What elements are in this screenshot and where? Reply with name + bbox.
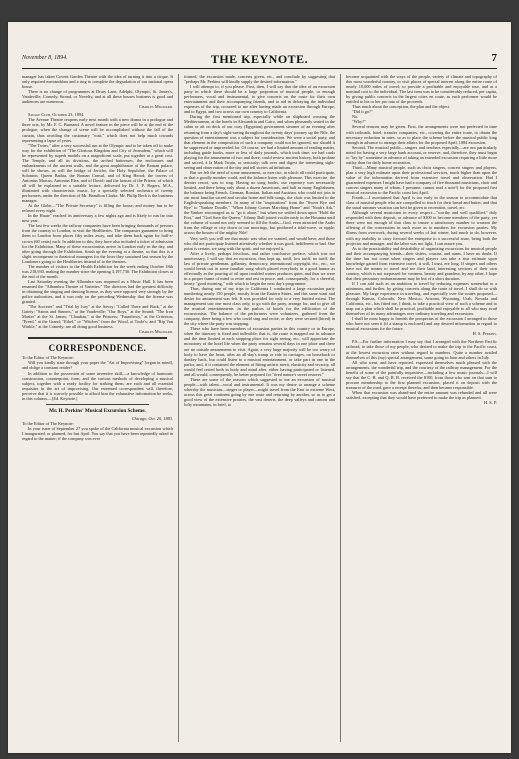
paragraph: formed, the excursion made, concerts given, etc., and conclude by suggesting that "perhaps Mr. Perkins will kindly supply the desired information." bbox=[184, 74, 335, 85]
column-rule bbox=[178, 74, 179, 742]
paragraph: "Why?" bbox=[352, 119, 366, 125]
paragraph: These are some of the reasons which suggested to me an excursion of musical people—with talent—vocal and instrumental. It was my desire to arrange a scheme whereby the musician—singer or player—might travel from the East to extreme West, across this great continent going by one route and returning by another, so as to get a good view of the extensive prairies, the vast deserts, the deep valleys and canons and lofty mountains, in brief, to bbox=[184, 376, 335, 408]
signature: H. S. P. bbox=[483, 400, 497, 405]
issue-date: November 8, 1894. bbox=[22, 55, 68, 61]
paragraph: "Did it go?" bbox=[352, 109, 373, 115]
paragraph: There is no change of programmes at Drury Lane, Adelphi, Olympic, St. James's, Vaudeville, Comedy, Strand, or Novelty, and at all these houses business is good and audiences are numerous. bbox=[22, 89, 173, 105]
paragraph: P.S.—For further information I may say that I arranged with the Northern Pacific railroad, to take those of my people, who desired to make the trip to the Pacific coast, at the lowest excursion rates without regard to numbers. Quite a number availed themselves of this (my) special arrangement, some going in June and others in July. bbox=[346, 339, 497, 360]
section-divider bbox=[28, 337, 167, 339]
letter-title: Mr. H. Perkins' Musical Excursion Scheme. bbox=[49, 407, 146, 414]
paragraph: In your issue of September 27 you spoke of the California musical excursion which I inaugurated, or planned, for last April. You say that you have been repeatedly asked in regard to the matter; if the company was ever bbox=[22, 425, 173, 441]
signature: H. S. Perkins. bbox=[472, 331, 497, 337]
paragraph: As to the practicability and desirability of organizing excursions for musical people and their accompanying friends—their sisters, cousins, and aunts, I have no doubt. If the time has not come when singers and players can take a true estimate upon knowledge gained from extensive travel, it will, I trust, ere long. If singers and others have not the means to travel and see their land, interesting sections of their own country, which is not surpassed for vastness, beauty and grandeur, by any other, I hope that their pecuniary embarrassment may be but of a short duration. bbox=[346, 245, 497, 281]
paragraph: Thus, during one of my trips to California I conducted a large excursion party numbering nearly 150 people, mostly from the Eastern States, and this same want and desire for amusement was felt. It was provided for only to a very limited extent. The management saw one most class only, to go with the party, arrange for, and to give all the musical entertainments ,in the parlors of hotels for the edification of the excursionists. The balance of the performers were volunteers, gathered from the company, there being a few who could sing and recite, or they were secured (hired) in the city where the party was stopping. bbox=[184, 285, 335, 327]
dateline: Savage Club, October 23, 1894. bbox=[28, 112, 85, 118]
paragraph: Although several musicians in every respect—"worthy and well qualified," duly responded with their deposit, or advance of $100 to become members of the party, yet there were not enough of that class to insure a satisfactory number to warrant the offering of the concessions in such more as to numbers for excursion parties. My illness from overwork, during several weeks of last winter, had much to do, however, with my inability to carry forward the enterprise to a successful issue, being both the projector and manager, and the labor was not light, I can assure you. bbox=[346, 210, 497, 246]
newspaper-page bbox=[8, 22, 511, 753]
paragraph: But we felt the need of some amusement, or exercise, in which all could participate, or that a goodly number could, and the balance listen with pleasure. This exercise, the dernier resort, was to sing. Having no song books, our repertory was necessarily limited, and there being only about a dozen Americans, and half as many Englishmen, the balance being French, German, Russian, Italian and Austrian, who could not join in our most familiar sacred and secular home and folk-songs, the choir was limited to the English-speaking members. In many of the "inspirations" from the "Sweet Bye and Bye" to "Yankee Doodle," "When Johnny Comes Marching Home" and "Noah's Ark," the Yankee encouraged us to "go it alone," but when we settled down upon "Hold the Fort," and "God Save the Queen," Johnny Bull joined vociferously in the Hosanna until the volume of sound not only seemed to fill the Arabs—God, even attracted the Arabs from the village or city down to our moorings, but produced a tidal-wave, or ripple, across the bosom of the mighty Nile! bbox=[184, 169, 335, 236]
letter-salutation: To the Editor of The Keynote: bbox=[22, 355, 74, 361]
paragraph: Thus much about the conception, the plan and the object. bbox=[352, 104, 451, 110]
paragraph: Third.—Many musical people, such as choir singers, concert singers and players, plan a very high estimate upon their professional services, much higher than upon the value of the information derived from extensive travel and observation. Had I guaranteed expenses I might have had a company of five thousand musicians, choir and concert singers many of whom, I presume, cannot read a note!) for the proposed first musical excursion to the Pacific coast last April. bbox=[346, 164, 497, 196]
paragraph: After a lively, perhaps frivolous, and rather conclusive preface, which was not unnecessary, I will say that an excursion, thus kept up, tariff, low tariff, no tariff, the law of private gentleman, gallantry, democracy, international copyright, etc., etc., we would break out in some familiar song which placed everybody in a good humor as effectually as the pouring of oil upon troubled waters produces quiet, and thus we were in a proper frame of mind to retire and rest in peace, and, consequently, for a cheerful, hearty "good morning," with which to begin the next day's programme. bbox=[184, 250, 335, 286]
signature: Charles Millward. bbox=[139, 104, 173, 110]
letter-salutation: To the Editor of The Keynote: bbox=[22, 420, 74, 426]
masthead-title: THE KEYNOTE. bbox=[210, 52, 309, 66]
paragraph: "The Twins," after a very successful run at the Olympic and to be taken off to make way for the exhibition of "The Glorious Kingdom and City of Jerusalem," which will be represented by superb models on a magnificent scale, put together at a great cost. The Temple, and all its divisions, the arched buttresses, the enclosures and embankments of the ancient walls, and the great amphitheatre of the Roman palace, will be shown, as will the bridge of Jericho, the Holy Sepulchre, the Palace of Solomon, Queen Bathia, the Roman Consul, and of King Herod; the towers of Antonius Marcus, Antonius Elea, and of David; and the houses of the Priests; of which all will be explained in a suitable lecture, delivered by Dr. J. F. Rogers, M.A., illustrated with characteristic music, by a specially selected orchestra of twenty performers, under the direction of Mr. Hamilton Clarke. Mr. Philip Beck is the business manager. bbox=[22, 142, 173, 204]
paragraph: I shall be most happy to furnish the prospectus of the excursion I arranged to those who have not seen it (if a stamp is enclosed) and any desired information in regard to musical excursions for the future. bbox=[346, 316, 497, 332]
paragraph: All who went, and have reported, expressed themselves much pleased with the arrangements, the wonderful trip, and the courtesy of the railway management. For the benefit of some of the painfully inquisitive—including a few music journals—I will say that the C. B. and Q. R. R. received the $100, from those who sent on that sum to procure membership to the first planned excursion, placed it on deposit with the treasurer of the road, gave a receipt therefor, and then became responsible. bbox=[346, 359, 497, 390]
article-columns bbox=[22, 74, 497, 744]
column-2 bbox=[184, 74, 335, 744]
paragraph: During the first mentioned trip, especially while on shipboard crossing the Mediterranean, at the hotels in Alexandria and Cairo, and when pleasantly seated in the cabin or aft on deck of our cozy (Egyptian) government steamer of an evening after returning from a day's sight-seeing throughout the twenty days' journey up the Nile, the question of entertainment was a subject for consideration. We were a social party, and that element in the composition of such a company could not be ignored, nor should it be suppressed or unprovided for. Of course, we had a limited amount of reading matter, including guide books, more or less of daily journals, which took time; we had cards playing for the amusement of two and three; could review ancient history, both profane and sacred, à la Mark Twain, or seriously; talk over and digest the interesting sight-seeing and observation of the day and tell stories ad infinitum. bbox=[184, 114, 335, 170]
paragraph: These who have been members of excursion parties in this country or in Europe, when the itinerary is fixed and inflexible; that is, the route is mapped out in advance and the time limited at each stopping place for sight seeing, etc., will appreciate the monotony of the hotel life when the party remains several days in one place and there are no outside amusements to visit. Again, a very large majority will be too weary of body to have the heart, after an all-day's tramp or ride in carriages, on horseback or donkey back, but could listen to a musical entertainment, or take part in one in the parlor, and, if it contained the element of fitting artistic merit, elasticity and vivacity, all would feel rested both in body and mind after, either having participated or listened, and all would, consequently, be better prepared for "tired nature's sweet restorer." bbox=[184, 326, 335, 377]
column-3 bbox=[346, 74, 497, 744]
paragraph: Fourth.—I ascertained that April is too early in the season to accommodate that class of musical people who are compelled to teach for their bread and butter, and that the usual summer vacation can best be given to recreation, travel, etc. bbox=[346, 195, 497, 211]
paragraph: In the Haute" reached its anniversary a few nights ago and is likely to run far into next year. bbox=[22, 213, 173, 224]
paragraph: manager has taken Covent Garden Theatre with the idea of turning it into a cirque. It only required merrandshns and a ring to complete the degradation of our national opera house. bbox=[22, 74, 173, 90]
paragraph: Several reasons may be given. First, the arrangements were not perfected in time with railroads, hotel, transfer companies, etc., covering the entire route, to obtain the necessary reduction in rates, so as to place the scheme before the musical public long enough in advance to arrange their affairs for the proposed April, 1884 excursion. bbox=[346, 124, 497, 145]
page-number: 7 bbox=[491, 52, 497, 64]
paragraph: Will you kindly state through your paper the "Art of Improvising" [organ in mind], and oblige a constant reader? bbox=[22, 360, 173, 371]
paragraph: The Avenue Theatre reopens early next month with a new drama in a prologue and three acts, by Mr. F. C. Burnand. A novel feature in the piece will be at the end of the prologue, when the change of scene will be accomplished without the fall of the curtain, thus avoiding the customary "wait," which does not help much towards representing a lapse of years. bbox=[22, 117, 173, 143]
signature: Charles Millward. bbox=[139, 329, 173, 335]
column-1 bbox=[22, 74, 173, 744]
paragraph: Very well; you will see that music was what we wanted, and would have, and those who did not participate listened attentively whether it was good, indifferent or bad. One point is certain, we sang with the spirit, and we enjoyed it. bbox=[184, 235, 335, 251]
paragraph: If I can add such as an ambition to travel by reducing expenses somewhat to a minimum, and further, by giving concerts along the route of travel, I shall do so with pleasure. My large experience in traveling, and especially over the routes proposed—through Kansas, Colorado, New Mexico, Arizona, Wyoming, Utah, Nevada and California, etc., has fitted me, I think, to take a practical view of such a scheme and to map out a plan which shall be practical, profitable and enjoyable to all who may avail themselves of its many advantages over ordinary traveling and excursions. bbox=[346, 280, 497, 317]
divider bbox=[46, 404, 149, 405]
paragraph: At the Globe—"The Private Secretary" is filling the house, and money has to be refused every night. bbox=[22, 203, 173, 214]
paragraph: Last Saturday evening the Alhambra was reopened as a Music Hall. It has been renamed the "Alhambra Theatre of Varieties." The directors had the greatest difficulty in obtaining the singing and dancing license, as they were opposed very strongly by the police authorities, and it was only on the preceding Wednesday that the license was granted. bbox=[22, 278, 173, 305]
paragraph: The number of visitors to the Health Exhibition for the week ending October 18th was 218,930, making the number since the opening 3,197,730. The Exhibition closes at the end of the month. bbox=[22, 263, 173, 279]
paragraph: The last few weeks the railway companies have been bringing thousands of persons from the country to London, to visit the Healtheries. The companies guarantee to bring them to London from places fifty miles away, and take them back again for half-a-crown (60 cents) each. In addition to this, they have also included a ticket of admission for the Exhibition. Many of these excursionists arrive in London early in the day, and after going through the Exhibition, finish up the evening at a theatre, so that this is a slight recompense to theatrical managers for the loser they sustained last season by the Londoners going to the Healtheries instead of to the theatres. bbox=[22, 223, 173, 264]
paragraph: When that excursion was aband-ned the entire amount was refunded and all were satisfied, excepting that they would have preferred to make the trip as planned. bbox=[346, 389, 497, 400]
dateline: Chicago, Oct. 20, 1883. bbox=[131, 415, 173, 421]
page-header bbox=[22, 52, 497, 69]
paragraph: No. bbox=[352, 114, 359, 120]
paragraph: Second, The musical public—singers and teachers especially—are not particularly noted for having a very large bank account, or reserve, and, therefore, they must begin to "lay by" sometime in advance of taking an extended excursion requiring a little more outlay than for daily home recreation. bbox=[346, 144, 497, 165]
paragraph: In addition to the possession of some inventive skill,—a knowledge of harmonic construction, counterpoint, form, and the various methods of developing a musical subject, together with a ready facility for striking them, are each and all essential requisites in the art of improvising. Our esteemed correspondent will, therefore, perceive that it is scarcely possible to afford him the exhaustive information he seeks, in this column.—[Ed. Keynote.] bbox=[22, 370, 173, 401]
paragraph: become acquainted with the ways of the people, variety of climate and topography of this most wonderful country, to visit places of special interest along the entire route of nearly 10,000 miles of travel; to provide a profitable and enjoyable tour, and at a nominal cost to the individual. The last item was to be considerably reduced, per capita, by giving public concerts in the largest cities en route, as each performer would be entitled to his or her pro rata of the proceeds. bbox=[346, 74, 497, 105]
column-rule bbox=[340, 74, 341, 742]
section-heading-correspondence: CORRESPONDENCE. bbox=[48, 343, 147, 354]
paragraph: I will attempt to, if you please. First, then, I will say that the idea of an excursion party in which there should be a large proportion of musical people, or enough performers, vocal and instrumental, to give concerts on the route for their own entertainment and their accompanying friends, and to aid in defraying the individual expenses of the trip, occurred to me after having made an excursion through Europe, and to Egypt, and two across our own country to California. bbox=[184, 84, 335, 115]
paragraph: "The Sorcerer" and "Trial by Jury" at the Savoy; "Called There and Back," at the Gaiety; "Saints and Sinners," at the Vaudeville; "Our Boys," at the Strand; "The Iron Master" at the St. James; "Claudian," at the Princess; "Fauntleroy," at the Criterion; "Freed," at the Grand; "Ethel," or "Witches" from the Wood, at Toole's; and "Rip Van Winkle," at the Comedy; are all doing good business. bbox=[22, 304, 173, 330]
